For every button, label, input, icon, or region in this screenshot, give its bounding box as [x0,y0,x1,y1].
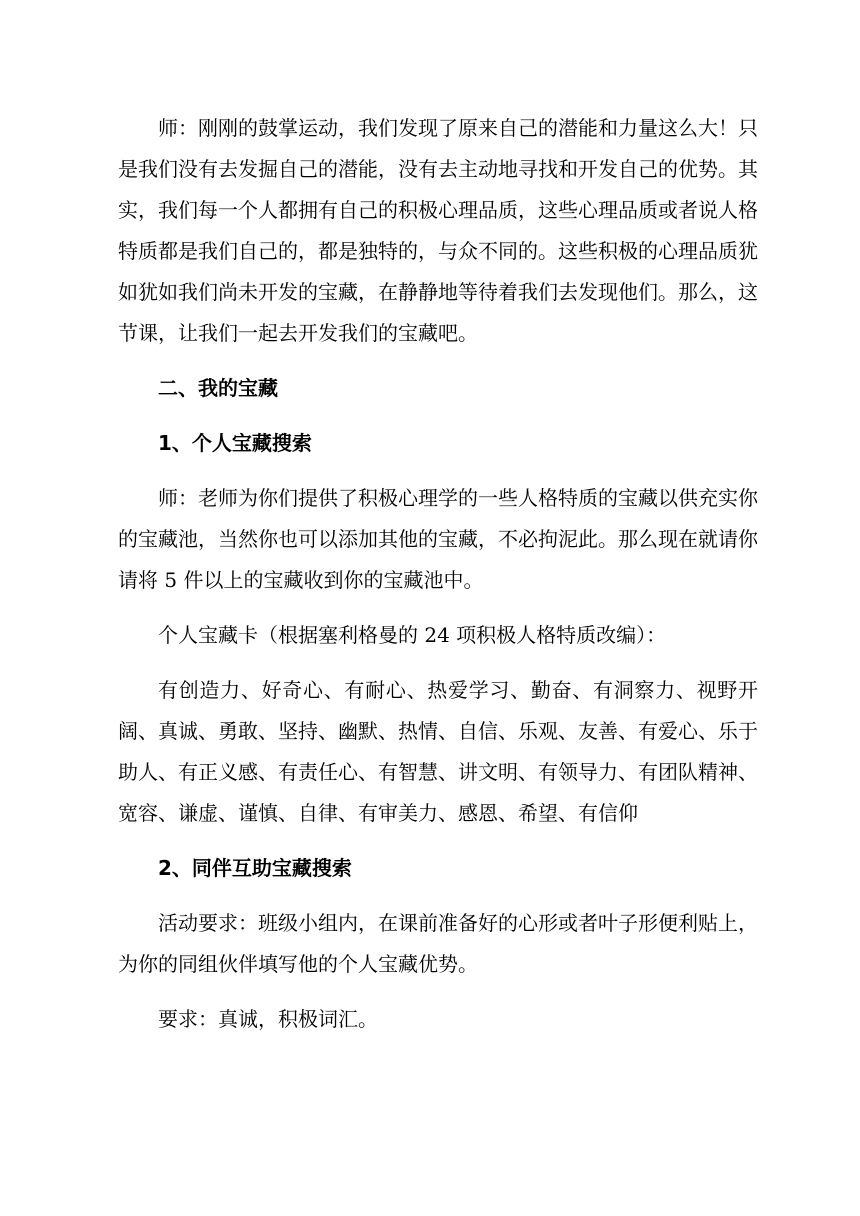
sub-heading-personal-treasure: 1、个人宝藏搜索 [158,431,312,455]
document-page [118,108,758,1040]
activity-paragraph: 活动要求：班级小组内，在课前准备好的心形或者叶子形便利贴上，为你的同组伙伴填写他的个人宝藏优势。 [118,911,758,976]
requirement-paragraph: 要求：真诚，积极词汇。 [158,1007,378,1031]
treasure-card-title: 个人宝藏卡（根据塞利格曼的 24 项积极人格特质改编）： [158,623,667,647]
teacher-paragraph: 师：老师为你们提供了积极心理学的一些人格特质的宝藏以供充实你的宝藏池，当然你也可以添加其他的宝藏，不必拘泥此。那么现在就请你请将 5 件以上的宝藏收到你的宝藏池中。 [118,486,758,592]
traits-list: 有创造力、好奇心、有耐心、热爱学习、勤奋、有洞察力、视野开阔、真诚、勇敢、坚持、幽默、热情、自信、乐观、友善、有爱心、乐于助人、有正义感、有责任心、有智慧、讲文明、有领导力、有团队精神、宽容、谦虚、谨慎、自律、有审美力、感恩、希望、有信仰 [118,678,758,825]
intro-paragraph: 师：刚刚的鼓掌运动，我们发现了原来自己的潜能和力量这么大！只是我们没有去发掘自己的潜能，没有去主动地寻找和开发自己的优势。其实，我们每一个人都拥有自己的积极心理品质，这些心理品质或者说人格特质都是我们自己的，都是独特的，与众不同的。这些积极的心理品质犹如犹如我们尚未开发的宝藏，在静静地等待着我们去发现他们。那么，这节课，让我们一起去开发我们的宝藏吧。 [118,116,758,345]
sub-heading-peer-treasure: 2、同伴互助宝藏搜索 [158,856,352,880]
section-heading: 二、我的宝藏 [158,376,278,400]
